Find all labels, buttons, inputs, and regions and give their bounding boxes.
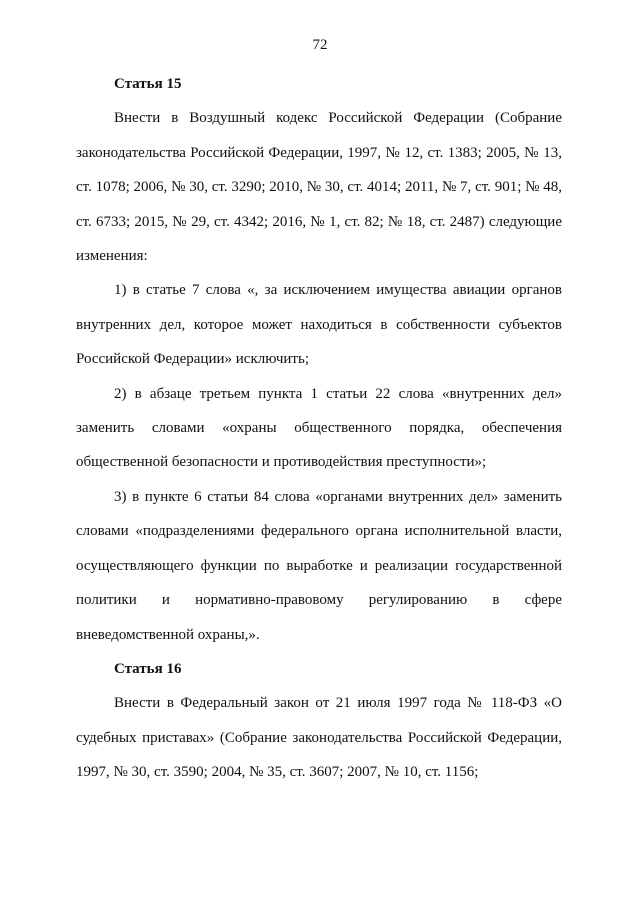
page-number: 72: [312, 37, 328, 53]
document-body: [76, 67, 562, 790]
article-16-intro: Внести в Федеральный закон от 21 июля 1997 года № 118-ФЗ «О судебных приставах» (Собрание законодательства Российской Федерации, 1997, № 30, ст. 3590; 2004, № 35, ст. 3607; 2007, № 10, ст. 1156;: [76, 695, 562, 781]
article-15-item-1: 1) в статье 7 слова «, за исключением имущества авиации органов внутренних дел, которое может находиться в собственности субъектов Российской Федерации» исключить;: [76, 282, 562, 368]
article-15-heading: Статья 15: [114, 76, 182, 92]
article-15-item-2: 2) в абзаце третьем пункта 1 статьи 22 слова «внутренних дел» заменить словами «охраны общественного порядка, обеспечения общественной безопасности и противодействия преступности»;: [76, 385, 562, 471]
article-15-item-3: 3) в пункте 6 статьи 84 слова «органами внутренних дел» заменить словами «подразделениями федерального органа исполнительной власти, осуществляющего функции по выработке и реализации государственной политики и нормативно-правовому регулированию в сфере вневедомственной охраны,».: [76, 488, 562, 643]
article-16-heading: Статья 16: [114, 660, 182, 677]
article-15-intro: Внести в Воздушный кодекс Российской Федерации (Собрание законодательства Российской Федерации, 1997, № 12, ст. 1383; 2005, № 13, ст. 1078; 2006, № 30, ст. 3290; 2010, № 30, ст. 4014; 2011, № 7, ст. 901; № 48, ст. 6733; 2015, № 29, ст. 4342; 2016, № 1, ст. 82; № 18, ст. 2487) следующие изменения:: [76, 110, 562, 265]
